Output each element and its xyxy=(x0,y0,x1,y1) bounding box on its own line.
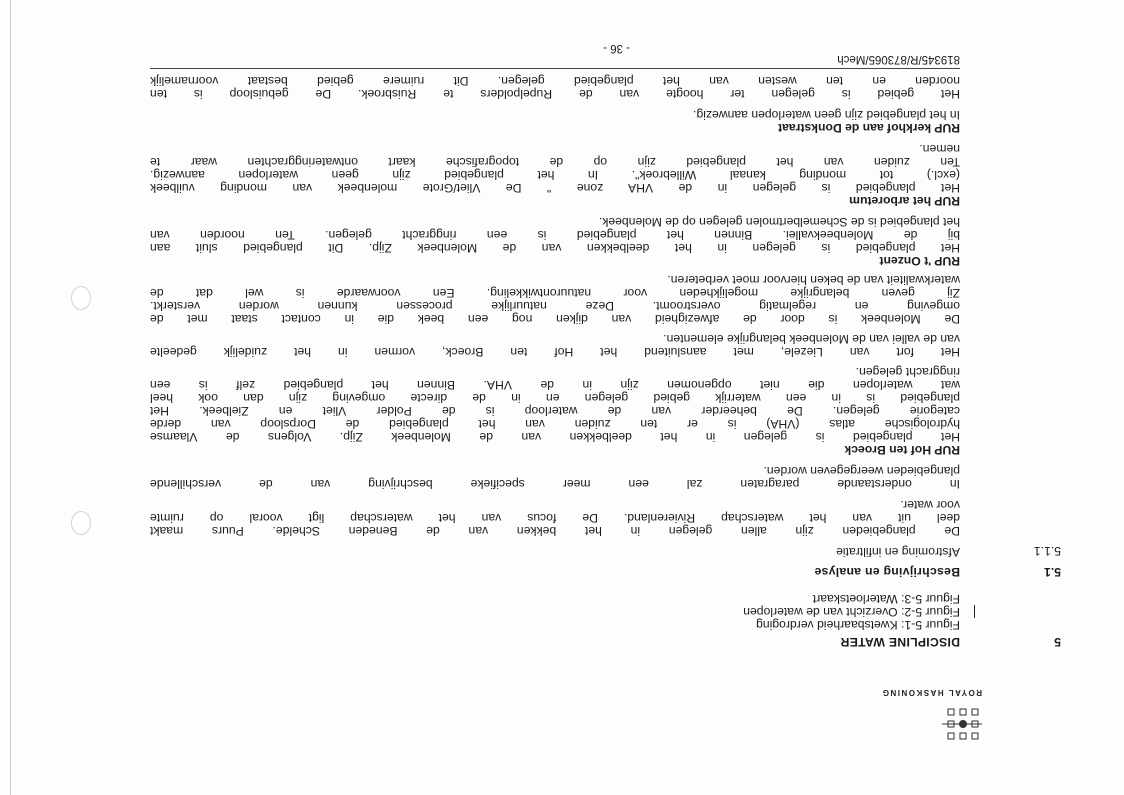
figure-item: Figuur 5-3: Waterloetskaart xyxy=(812,592,960,606)
chapter-title: DISCIPLINE WATER xyxy=(840,635,960,649)
logo-mark-icon xyxy=(942,703,982,743)
subheading-rup-onzent: RUP 't Onzent xyxy=(879,254,960,268)
section-number: 5.1 xyxy=(1044,565,1061,579)
paragraph-line: bij de Molenbeekvallei. Binnen het plangebied is een ringgracht gelegen. Ten noorden van xyxy=(150,228,960,242)
subheading-rup-kerkhof: RUP kerkhof aan de Donkstraat xyxy=(778,121,960,135)
subheading-rup-arboretum: RUP het arboretum xyxy=(849,194,960,208)
paragraph-line: plangebieden weergegeven worden. xyxy=(763,464,960,478)
logo-text: ROYAL HASKONING xyxy=(881,688,982,697)
paragraph-line: categorie gelegen. De beheerder van de waterloop is de Polder Vliet en Zielbeek. Het xyxy=(150,404,960,418)
paragraph-line: De Molenbeek is door de afwezigheid van dijken nog een beek die in contact staat met de xyxy=(150,312,960,326)
subsection-number: 5.1.1 xyxy=(1033,544,1061,558)
paragraph-line: Het plangebied is gelegen in het deelbekken van de Molenbeek Zijp. Volgens de Vlaamse xyxy=(150,430,960,444)
paragraph-line: Het plangebied is gelegen in de VHA zone " De Vliet/Grote molenbeek van monding vuilbeek xyxy=(150,181,960,195)
paragraph-line: Het fort van Liezele, met aansluitend het Hof ten Broeck, vormen in het zuidelijk gedeelte xyxy=(150,345,960,359)
section-title: Beschrijving en analyse xyxy=(814,565,960,579)
paragraph-line: Ten zuiden van het plangebied zijn op de topografische kaart ontwateringgrachten waar te xyxy=(150,155,960,169)
paragraph-line: deel uit van het waterschap Rivierenland. De focus van het waterschap ligt vooral op ruimte xyxy=(150,511,960,525)
paragraph-line: hydrologische atlas (VHA) is er ten zuiden van het plangebied de Dorpsloop van derde xyxy=(150,417,960,431)
paragraph-line: van de vallei van de Molenbeek belangrijke elementen. xyxy=(663,332,960,346)
revision-mark xyxy=(974,605,975,618)
paragraph-line: wat waterlopen die niet opgenomen zijn in de VHA. Binnen het plangebied zelf is een xyxy=(150,378,960,392)
document-code: 819345/R/873065/Mech xyxy=(837,53,960,65)
paragraph-line: plangebied is in een waterrijk gebied gelegen en in de directe omgeving zijn dan ook heel xyxy=(150,391,960,405)
footer-divider xyxy=(150,68,960,69)
paragraph-line: omgeving en regelmatig overstroomt. Deze natuurlijke processen kunnen worden versterkt. xyxy=(150,299,960,313)
page-number: - 36 - xyxy=(603,42,630,54)
paragraph-line: voor water. xyxy=(900,498,960,512)
paragraph-line: nemen. xyxy=(919,142,960,156)
paragraph-line: het plangebied is de Schemelbertmolen gelegen op de Molenbeek. xyxy=(598,215,960,229)
paragraph-line: In onderstaande paragraten zal een meer specifieke beschrijving van de verschillende xyxy=(150,477,960,491)
figure-item: Figuur 5-2: Overzicht van de waterlopen xyxy=(743,605,960,619)
paragraph-line: Zij geven belangrijke mogelijkheden voor natuurontwikkeling. Een voorwaarde is wel dat de xyxy=(150,286,960,300)
subheading-rup-hof: RUP Hof ten Broeck xyxy=(844,443,960,457)
paragraph-line: (excl.) tot monding kanaal Willebroek". In het plangebied zijn geen waterlopen aanwezig. xyxy=(150,168,960,182)
punch-hole xyxy=(71,511,91,535)
punch-hole xyxy=(71,286,91,310)
paragraph-line: noorden en ten westen van het plangebied gelegen. Dit ruimere gebied bestaat voornamelijk xyxy=(150,74,960,88)
figure-item: Figuur 5-1: Kwetsbaarheid verdroging xyxy=(756,618,960,632)
page-edge-line xyxy=(10,0,11,795)
company-logo xyxy=(872,683,982,743)
paragraph-line: waterkwaliteit van de beken hiervoor moet verbeteren. xyxy=(667,273,960,287)
paragraph-line: ringgracht gelegen. xyxy=(855,365,960,379)
chapter-number: 5 xyxy=(1054,635,1061,649)
paragraph-line: Het gebied is gelegen ter hoogte van de Rupelpolders te Ruisbroek. De gebuisloop is ten xyxy=(150,87,960,101)
paragraph-line: In het plangebied zijn geen waterlopen aanwezig. xyxy=(693,108,960,122)
subsection-title: Afstroming en infiltratie xyxy=(836,545,960,559)
paragraph-line: Het plangebied is gelegen in het deelbekken van de Molenbeek Zijp. Dit plangebied sluit aan xyxy=(150,241,960,255)
paragraph-line: De plangebieden zijn allen gelegen in het bekken van de Beneden Schelde. Puurs maakt xyxy=(150,524,960,538)
